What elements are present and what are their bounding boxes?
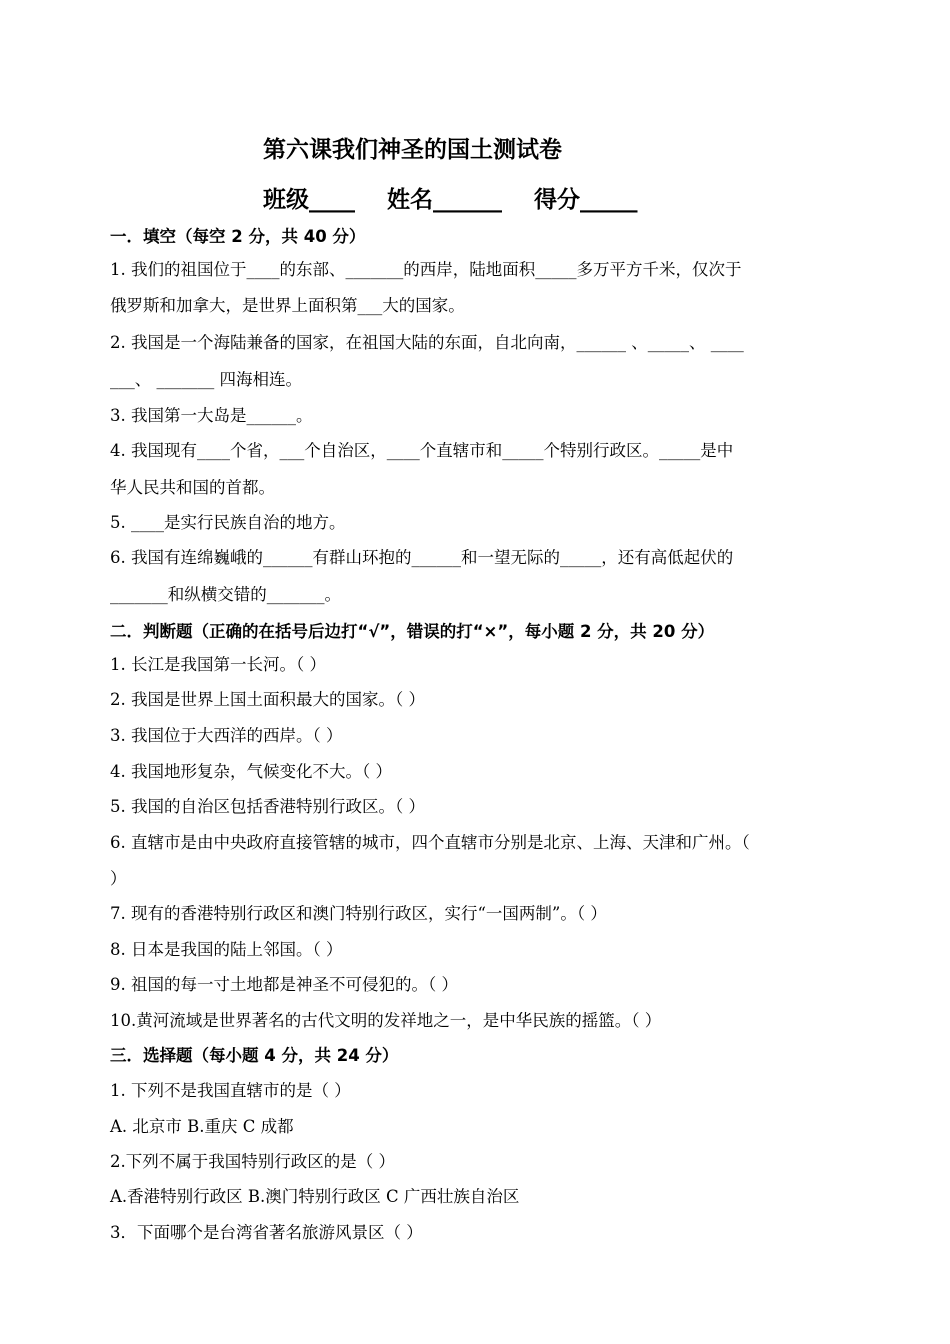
score-field-label: 得分_____ bbox=[534, 187, 638, 213]
question-line: 1. 长江是我国第一长河。（ ） bbox=[110, 655, 326, 674]
student-info-header bbox=[263, 181, 638, 214]
question-line: 5. 我国的自治区包括香港特别行政区。（ ） bbox=[110, 797, 425, 816]
question-line: 2. 我国是世界上国土面积最大的国家。（ ） bbox=[110, 690, 425, 709]
question-line: 6. 直辖市是由中央政府直接管辖的城市，四个直辖市分别是北京、上海、天津和广州。（ bbox=[110, 833, 750, 852]
question-line: 4. 我国现有____个省，___个自治区，____个直辖市和_____个特别行政区。_____是中 bbox=[110, 441, 734, 460]
question-line: 1. 下列不是我国直辖市的是（ ） bbox=[110, 1081, 351, 1100]
question-line: 2.下列不属于我国特别行政区的是（ ） bbox=[110, 1152, 395, 1171]
question-line: 10.黄河流域是世界著名的古代文明的发祥地之一，是中华民族的摇篮。（ ） bbox=[110, 1011, 662, 1030]
question-line: 华人民共和国的首都。 bbox=[110, 478, 275, 497]
question-line: 9. 祖国的每一寸土地都是神圣不可侵犯的。（ ） bbox=[110, 975, 458, 994]
question-line: ） bbox=[110, 869, 127, 888]
question-line: 3．下面哪个是台湾省著名旅游风景区（ ） bbox=[110, 1223, 423, 1242]
class-field-label: 班级____ bbox=[263, 187, 355, 213]
question-line: 3. 我国位于大西洋的西岸。（ ） bbox=[110, 726, 343, 745]
question-line: 6. 我国有连绵巍峨的______有群山环抱的______和一望无际的_____，还有高低起伏的 bbox=[110, 548, 734, 567]
question-line: 俄罗斯和加拿大，是世界上面积第___大的国家。 bbox=[110, 296, 465, 315]
question-line: ___、 _______ 四海相连。 bbox=[110, 370, 302, 389]
page-title: 第六课我们神圣的国土测试卷 bbox=[263, 137, 562, 163]
answer-options-line: A.香港特别行政区 B.澳门特别行政区 C 广西壮族自治区 bbox=[110, 1187, 520, 1206]
section-heading-multiple-choice: 三．选择题（每小题 4 分，共 24 分） bbox=[110, 1046, 399, 1065]
section-heading-true-false: 二．判断题（正确的在括号后边打“√”，错误的打“×”，每小题 2 分，共 20 分） bbox=[110, 622, 715, 641]
question-line: 3. 我国第一大岛是______。 bbox=[110, 406, 313, 425]
question-line: _______和纵横交错的_______。 bbox=[110, 585, 341, 604]
name-field-label: 姓名______ bbox=[387, 187, 502, 213]
question-line: 4. 我国地形复杂，气候变化不大。（ ） bbox=[110, 762, 392, 781]
answer-options-line: A. 北京市 B.重庆 C 成都 bbox=[110, 1117, 294, 1136]
question-line: 7. 现有的香港特别行政区和澳门特别行政区，实行“一国两制”。（ ） bbox=[110, 904, 607, 923]
question-line: 1. 我们的祖国位于____的东部、_______的西岸，陆地面积_____多万平方千米，仅次于 bbox=[110, 260, 742, 279]
question-line: 2. 我国是一个海陆兼备的国家，在祖国大陆的东面，自北向南，______ 、_____、 ____ bbox=[110, 333, 744, 352]
question-line: 5. ____是实行民族自治的地方。 bbox=[110, 513, 346, 532]
section-heading-fill-blank: 一．填空（每空 2 分，共 40 分） bbox=[110, 227, 366, 246]
question-line: 8. 日本是我国的陆上邻国。（ ） bbox=[110, 940, 343, 959]
